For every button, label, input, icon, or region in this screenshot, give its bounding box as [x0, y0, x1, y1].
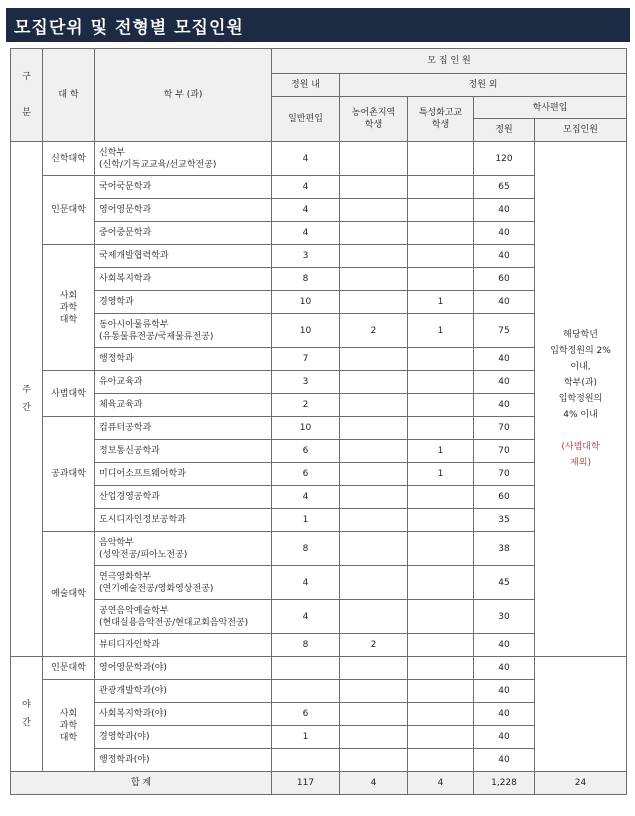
table-row	[11, 371, 627, 394]
table-row	[11, 657, 627, 680]
text-line: 간	[22, 718, 31, 728]
text-line: 국어국문학과	[99, 182, 152, 192]
text-line: 음악학부	[99, 537, 134, 548]
total-label: 합 계	[11, 772, 272, 795]
text-line: 유아교육과	[99, 377, 143, 387]
text-line: 정보통신공학과	[99, 446, 160, 456]
department-cell	[95, 566, 272, 600]
rural-cell	[340, 291, 408, 314]
college-cell: 신학대학	[43, 142, 95, 176]
general-transfer-cell: 10	[272, 417, 340, 440]
general-transfer-cell: 1	[272, 726, 340, 749]
table-row	[11, 634, 627, 657]
general-transfer-cell: 4	[272, 222, 340, 245]
rural-cell	[340, 245, 408, 268]
total-recruit: 24	[535, 772, 627, 795]
total-general: 117	[272, 772, 340, 795]
table-row	[11, 268, 627, 291]
rural-cell	[340, 142, 408, 176]
bachelor-quota-cell: 40	[474, 222, 535, 245]
special-cell: 1	[408, 440, 474, 463]
text-line: 중어중문학과	[99, 228, 152, 238]
department-cell	[95, 726, 272, 749]
bachelor-recruit-note	[535, 142, 627, 657]
department-cell	[95, 486, 272, 509]
special-cell	[408, 726, 474, 749]
text-line: (신학/기독교교육/선교학전공)	[99, 159, 217, 170]
special-cell	[408, 142, 474, 176]
text-line: 동아시아물류학부	[99, 319, 169, 330]
general-transfer-cell: 8	[272, 634, 340, 657]
bachelor-quota-cell: 40	[474, 394, 535, 417]
rural-cell	[340, 199, 408, 222]
general-transfer-cell: 4	[272, 566, 340, 600]
special-cell	[408, 417, 474, 440]
header-in-quota: 정원 내	[272, 74, 340, 97]
header-bachelor: 학사편입	[474, 97, 627, 119]
text-line: 사회복지학과	[99, 274, 152, 284]
table-row	[11, 245, 627, 268]
category-night	[11, 657, 43, 772]
total-row	[11, 772, 627, 795]
department-cell	[95, 314, 272, 348]
text-line: (사범대학	[561, 442, 600, 452]
table-row	[11, 566, 627, 600]
special-cell	[408, 749, 474, 772]
department-cell	[95, 371, 272, 394]
table-row	[11, 749, 627, 772]
header-category: 구 분	[11, 49, 43, 142]
bachelor-quota-cell: 70	[474, 417, 535, 440]
special-cell	[408, 245, 474, 268]
special-cell	[408, 657, 474, 680]
text-line: 4% 이내	[563, 410, 598, 420]
text-line: 연극영화학부	[99, 571, 152, 582]
bachelor-quota-cell: 40	[474, 726, 535, 749]
general-transfer-cell: 8	[272, 268, 340, 291]
text-line: 국제개발협력학과	[99, 251, 169, 261]
bachelor-quota-cell: 35	[474, 509, 535, 532]
rural-cell	[340, 680, 408, 703]
header-quota: 정원	[474, 119, 535, 142]
special-cell	[408, 486, 474, 509]
rural-cell	[340, 440, 408, 463]
text-line: 공연음악예술학부	[99, 605, 169, 616]
page-title: 모집단위 및 전형별 모집인원	[14, 18, 244, 38]
table-row	[11, 348, 627, 371]
header-special: 특성화고교 학생	[408, 97, 474, 142]
text-line: 입학정원의 2%	[550, 346, 611, 356]
department-cell	[95, 703, 272, 726]
special-cell	[408, 222, 474, 245]
table-row	[11, 222, 627, 245]
text-line: 관광개발학과(야)	[99, 686, 167, 696]
text-line: 제외)	[570, 458, 591, 468]
rural-cell	[340, 657, 408, 680]
general-transfer-cell	[272, 657, 340, 680]
general-transfer-cell: 10	[272, 314, 340, 348]
rural-cell	[340, 348, 408, 371]
department-cell	[95, 600, 272, 634]
special-cell	[408, 199, 474, 222]
table-row	[11, 176, 627, 199]
general-transfer-cell	[272, 749, 340, 772]
bachelor-quota-cell: 40	[474, 245, 535, 268]
text-line: 사회	[59, 708, 78, 719]
general-transfer-cell: 6	[272, 440, 340, 463]
text-line: 학부(과)	[563, 378, 598, 388]
header-department: 학 부 (과)	[95, 49, 272, 142]
department-cell	[95, 245, 272, 268]
general-transfer-cell: 8	[272, 532, 340, 566]
bachelor-recruit-empty	[535, 657, 627, 772]
header-general-transfer: 일반편입	[272, 97, 340, 142]
general-transfer-cell: 4	[272, 486, 340, 509]
text-line: 이내,	[570, 362, 591, 372]
bachelor-quota-cell: 40	[474, 634, 535, 657]
table-row	[11, 726, 627, 749]
header-rural: 농어촌지역 학생	[340, 97, 408, 142]
rural-cell	[340, 417, 408, 440]
header-recruit-count: 모집인원	[535, 119, 627, 142]
general-transfer-cell: 3	[272, 371, 340, 394]
special-cell	[408, 509, 474, 532]
special-cell	[408, 634, 474, 657]
special-cell	[408, 566, 474, 600]
text-line: 영어영문학과	[99, 205, 152, 215]
text-line: 영어영문학과(야)	[99, 663, 167, 673]
college-cell	[43, 680, 95, 772]
bachelor-quota-cell: 40	[474, 348, 535, 371]
special-cell	[408, 268, 474, 291]
text-line: 미디어소프트웨어학과	[99, 469, 186, 479]
text-line: 행정학과(야)	[99, 755, 150, 765]
rural-cell: 2	[340, 634, 408, 657]
header-out-quota: 정원 외	[340, 74, 627, 97]
general-transfer-cell: 1	[272, 509, 340, 532]
text-line: 과학	[59, 720, 78, 731]
general-transfer-cell: 2	[272, 394, 340, 417]
special-cell: 1	[408, 314, 474, 348]
text-line: (유통물류전공/국제물류전공)	[99, 331, 214, 342]
text-line: (성악전공/피아노전공)	[99, 549, 188, 560]
total-rural: 4	[340, 772, 408, 795]
general-transfer-cell: 6	[272, 703, 340, 726]
department-cell	[95, 509, 272, 532]
text-line: 대학	[59, 314, 78, 325]
table-row	[11, 417, 627, 440]
general-transfer-cell: 3	[272, 245, 340, 268]
text-line: (연기예술전공/영화영상전공)	[99, 583, 214, 594]
table-row	[11, 509, 627, 532]
special-cell	[408, 532, 474, 566]
special-cell	[408, 703, 474, 726]
table-row	[11, 600, 627, 634]
college-cell: 인문대학	[43, 657, 95, 680]
college-cell: 예술대학	[43, 532, 95, 657]
bachelor-quota-cell: 60	[474, 268, 535, 291]
table-row	[11, 142, 627, 176]
rural-cell	[340, 268, 408, 291]
rural-cell	[340, 463, 408, 486]
department-cell	[95, 463, 272, 486]
department-cell	[95, 440, 272, 463]
general-transfer-cell: 4	[272, 176, 340, 199]
special-cell: 1	[408, 291, 474, 314]
bachelor-quota-cell: 40	[474, 291, 535, 314]
text-line: 신학부	[99, 147, 126, 158]
bachelor-quota-cell: 40	[474, 680, 535, 703]
rural-cell	[340, 532, 408, 566]
title-bar	[6, 8, 630, 42]
college-cell: 인문대학	[43, 176, 95, 245]
department-cell	[95, 680, 272, 703]
table-row	[11, 314, 627, 348]
text-line: 경영학과(야)	[99, 732, 150, 742]
department-cell	[95, 657, 272, 680]
special-cell	[408, 348, 474, 371]
special-cell: 1	[408, 463, 474, 486]
text-line: 사회복지학과(야)	[99, 709, 167, 719]
department-cell	[95, 532, 272, 566]
table-row	[11, 199, 627, 222]
table-row	[11, 291, 627, 314]
table-row	[11, 532, 627, 566]
department-cell	[95, 176, 272, 199]
department-cell	[95, 394, 272, 417]
rural-cell	[340, 509, 408, 532]
table-row	[11, 680, 627, 703]
text-line: 야	[22, 700, 31, 710]
general-transfer-cell: 7	[272, 348, 340, 371]
department-cell	[95, 634, 272, 657]
rural-cell	[340, 371, 408, 394]
bachelor-quota-cell: 40	[474, 199, 535, 222]
department-cell	[95, 291, 272, 314]
text-line: 뷰티디자인학과	[99, 640, 160, 650]
text-line: 간	[22, 403, 31, 413]
table-row	[11, 703, 627, 726]
table-row	[11, 440, 627, 463]
special-cell	[408, 680, 474, 703]
bachelor-quota-cell: 60	[474, 486, 535, 509]
department-cell	[95, 348, 272, 371]
general-transfer-cell: 10	[272, 291, 340, 314]
text-line: 도시디자인정보공학과	[99, 515, 186, 525]
text-line: 주	[22, 385, 31, 395]
department-cell	[95, 749, 272, 772]
general-transfer-cell	[272, 680, 340, 703]
table-row	[11, 463, 627, 486]
text-line: (현대실용음악전공/현대교회음악전공)	[99, 617, 249, 628]
text-line: 대학	[59, 732, 78, 743]
text-line: 경영학과	[99, 297, 134, 307]
text-line: 입학정원의	[558, 394, 603, 404]
bachelor-quota-cell: 70	[474, 463, 535, 486]
text-line: 사회	[59, 290, 78, 301]
bachelor-quota-cell: 40	[474, 657, 535, 680]
bachelor-quota-cell: 120	[474, 142, 535, 176]
college-cell: 사범대학	[43, 371, 95, 417]
text-line: 컴퓨터공학과	[99, 423, 152, 433]
department-cell	[95, 222, 272, 245]
text-line: 해당학년	[563, 330, 598, 340]
general-transfer-cell: 6	[272, 463, 340, 486]
general-transfer-cell: 4	[272, 199, 340, 222]
special-cell	[408, 600, 474, 634]
text-line: 행정학과	[99, 354, 134, 364]
rural-cell	[340, 486, 408, 509]
department-cell	[95, 417, 272, 440]
general-transfer-cell: 4	[272, 600, 340, 634]
general-transfer-cell: 4	[272, 142, 340, 176]
note-exception	[561, 442, 599, 468]
total-quota: 1,228	[474, 772, 535, 795]
bachelor-quota-cell: 40	[474, 749, 535, 772]
bachelor-quota-cell: 38	[474, 532, 535, 566]
bachelor-quota-cell: 75	[474, 314, 535, 348]
rural-cell	[340, 726, 408, 749]
rural-cell	[340, 176, 408, 199]
rural-cell	[340, 566, 408, 600]
header-recruit: 모 집 인 원	[272, 49, 627, 74]
rural-cell	[340, 749, 408, 772]
text-line: 산업경영공학과	[99, 492, 160, 502]
college-cell: 공과대학	[43, 417, 95, 532]
department-cell	[95, 142, 272, 176]
text-line: 과학	[59, 302, 78, 313]
bachelor-quota-cell: 40	[474, 371, 535, 394]
header-college: 대 학	[43, 49, 95, 142]
department-cell	[95, 268, 272, 291]
special-cell	[408, 176, 474, 199]
rural-cell	[340, 394, 408, 417]
text-line: 체육교육과	[99, 400, 143, 410]
college-cell	[43, 245, 95, 371]
recruitment-table	[10, 48, 627, 795]
bachelor-quota-cell: 45	[474, 566, 535, 600]
bachelor-quota-cell: 65	[474, 176, 535, 199]
rural-cell: 2	[340, 314, 408, 348]
rural-cell	[340, 703, 408, 726]
rural-cell	[340, 222, 408, 245]
bachelor-quota-cell: 30	[474, 600, 535, 634]
total-special: 4	[408, 772, 474, 795]
table-row	[11, 486, 627, 509]
special-cell	[408, 394, 474, 417]
special-cell	[408, 371, 474, 394]
rural-cell	[340, 600, 408, 634]
bachelor-quota-cell: 70	[474, 440, 535, 463]
table-row	[11, 394, 627, 417]
category-day	[11, 142, 43, 657]
bachelor-quota-cell: 40	[474, 703, 535, 726]
department-cell	[95, 199, 272, 222]
